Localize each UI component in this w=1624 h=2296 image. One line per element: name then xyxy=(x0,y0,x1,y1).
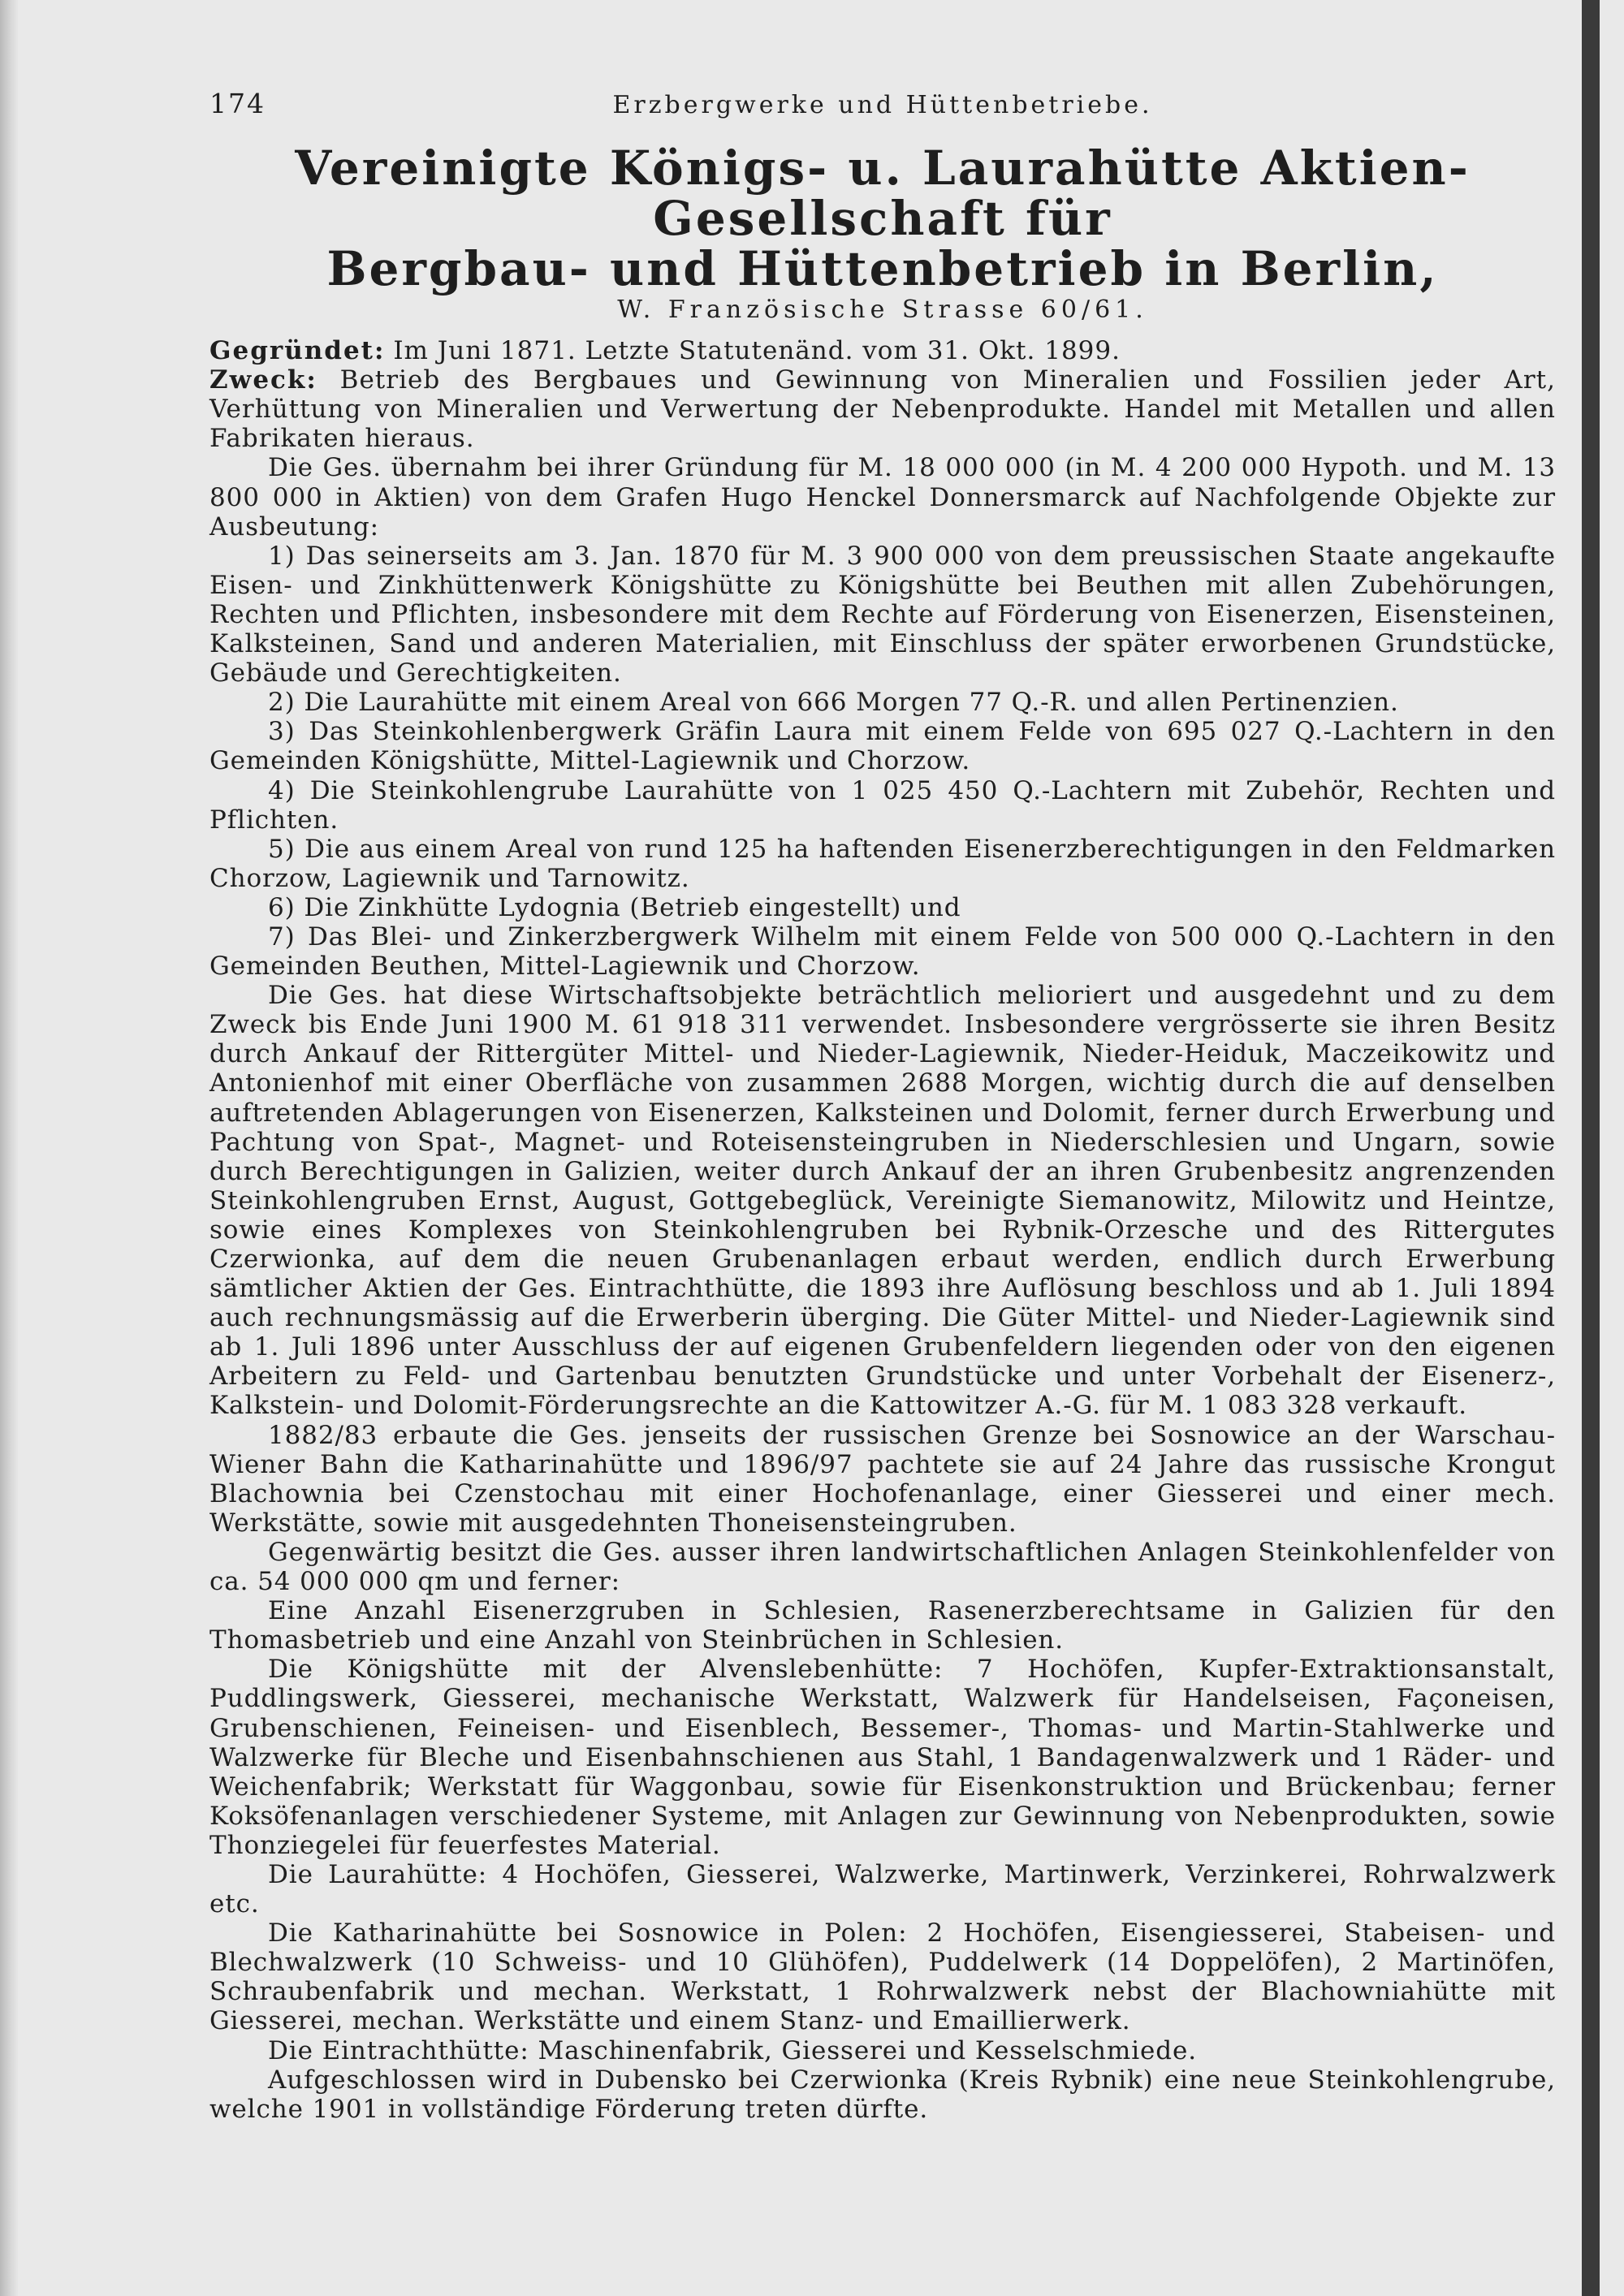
paragraph-laurahuette: Die Laurahütte: 4 Hochöfen, Giesserei, Walzwerke, Martinwerk, Verzinkerei, Rohrwalzwerk etc. xyxy=(209,1859,1556,1919)
paragraph-eintrachthuette: Die Eintrachthütte: Maschinenfabrik, Giesserei und Kesselschmiede. xyxy=(268,2035,1198,2065)
list-item-4: 4) Die Steinkohlengrube Laurahütte von 1 025 450 Q.-Lachtern mit Zubehör, Rechten und Pflichten. xyxy=(209,775,1556,835)
running-head-title: Erzbergwerke und Hüttenbetriebe. xyxy=(612,91,1153,119)
company-title-line-2: Bergbau- und Hüttenbetrieb in Berlin, xyxy=(326,241,1439,296)
list-item-6: 6) Die Zinkhütte Lydognia (Betrieb eingestellt) und xyxy=(268,892,961,922)
paragraph-acquisition: Die Ges. übernahm bei ihrer Gründung für M. 18 000 000 (in M. 4 200 000 Hypoth. und M. 13 800 000 in Aktien) von dem Grafen Hugo Henckel Donnersmarck auf Nachfolgende Objekte zur Ausbeutung: xyxy=(209,453,1556,542)
running-head xyxy=(209,89,1556,136)
page-number: 174 xyxy=(209,88,266,119)
list-item-7: 7) Das Blei- und Zinkerzbergwerk Wilhelm mit einem Felde von 500 000 Q.-Lachtern in den Gemeinden Beuthen, Mittel-Lagiewnik und Chorzow. xyxy=(209,921,1556,982)
purpose-label: Zweck: xyxy=(209,365,317,395)
paragraph-improvements: Die Ges. hat diese Wirtschaftsobjekte beträchtlich melioriert und ausgedehnt und zu dem Zweck bis Ende Juni 1900 M. 61 918 311 verwendet. Insbesondere vergrösserte sie ihren Besitz durch Ankauf der Rittergüter Mittel- und Nieder-Lagiewnik, Nieder-Heiduk, Maczeikowitz und Antonienhof mit einer Oberfläche von zusammen 2688 Morgen, wichtig durch die auf denselben auftretenden Ablagerungen von Eisenerzen, Kalksteinen und Dolomit, ferner durch Erwerbung und Pachtung von Spat-, Magnet- und Roteisensteingruben in Niederschlesien und Ungarn, sowie durch Berechtigungen in Galizien, weiter durch Ankauf der an ihren Grubenbesitz angrenzenden Steinkohlengruben Ernst, August, Gottgebeglück, Vereinigte Siemanowitz, Milowitz und Heintze, sowie eines Komplexes von Steinkohlengruben bei Rybnik-Orzesche und des Rittergutes Czerwionka, auf dem die neuen Grubenanlagen erbaut werden, endlich durch Erwerbung sämtlicher Aktien der Ges. Eintrachthütte, die 1893 ihre Auflösung beschloss und ab 1. Juli 1894 auch rechnungsmässig auf die Erwerberin überging. Die Güter Mittel- und Nieder-Lagiewnik sind ab 1. Juli 1896 unter Ausschluss der auf eigenen Grubenfeldern liegenden oder von den eigenen Arbeitern zu Feld- und Gartenbau benutzten Grundstücke und unter Vorbehalt der Eisenerz-, Kalkstein- und Dolomit-Förderungsrechte an die Kattowitzer A.-G. für M. 1 083 328 verkauft. xyxy=(209,981,1556,1421)
founded-label: Gegründet: xyxy=(209,336,386,366)
purpose-value: Betrieb des Bergbaues und Gewinnung von Mineralien und Fossilien jeder Art, Verhüttung von Mineralien und Verwertung der Nebenprodukte. Handel mit Metallen und allen Fabrikaten hieraus. xyxy=(209,365,1556,454)
document-page xyxy=(209,89,1556,2124)
company-title xyxy=(209,140,1556,296)
list-item-5: 5) Die aus einem Areal von rund 125 ha haftenden Eisenerzberechtigungen in den Feldmarken Chorzow, Lagiewnik und Tarnowitz. xyxy=(209,834,1556,893)
paragraph-katharinahuette-works: Die Katharinahütte bei Sosnowice in Polen: 2 Hochöfen, Eisengiesserei, Stabeisen- und Blechwalzwerk (10 Schweiss- und 10 Glühöfen), Puddelwerk (14 Doppelöfen), 2 Martinöfen, Schraubenfabrik und mechan. Werkstatt, 1 Rohrwalzwerk nebst der Blachowniahütte mit Giesserei, mechan. Werkstätte und einem Stanz- und Emaillierwerk. xyxy=(209,1918,1556,2036)
paragraph-katharinahuette: 1882/83 erbaute die Ges. jenseits der russischen Grenze bei Sosnowice an der Warschau-Wiener Bahn die Katharinahütte und 1896/97 pachtete sie auf 24 Jahre das russische Krongut Blachownia bei Czenstochau mit einer Hochofenanlage, einer Giesserei und einer mech. Werkstätte, sowie mit ausgedehnten Thoneisensteingruben. xyxy=(209,1420,1556,1538)
paragraph-dubensko: Aufgeschlossen wird in Dubensko bei Czerwionka (Kreis Rybnik) eine neue Steinkohlengrube, welche 1901 in vollständige Förderung treten dürfte. xyxy=(209,2065,1556,2124)
paragraph-ore-mines: Eine Anzahl Eisenerzgruben in Schlesien, Rasenerzberechtsame in Galizien für den Thomasbetrieb und eine Anzahl von Steinbrüchen in Schlesien. xyxy=(209,1596,1556,1655)
founded-entry xyxy=(209,336,1556,365)
scan-left-edge xyxy=(0,0,18,2296)
founded-value: Im Juni 1871. Letzte Statutenänd. vom 31. Okt. 1899. xyxy=(393,336,1121,366)
paragraph-koenigshuette: Die Königshütte mit der Alvenslebenhütte: 7 Hochöfen, Kupfer-Extraktionsanstalt, Puddlingswerk, Giesserei, mechanische Werkstatt, Walzwerk für Handelseisen, Façoneisen, Grubenschienen, Feineisen- und Eisenblech, Bessemer-, Thomas- und Martin-Stahlwerke und Walzwerke für Bleche und Eisenbahnschienen aus Stahl, 1 Bandagenwalzwerk und 1 Räder- und Weichenfabrik; Werkstatt für Waggonbau, sowie für Eisenkonstruktion und Brückenbau; ferner Koksöfenanlagen verschiedener Systeme, mit Anlagen zur Gewinnung von Nebenprodukten, sowie Thonziegelei für feuerfestes Material. xyxy=(209,1655,1556,1860)
company-title-line-1: Vereinigte Königs- u. Laurahütte Aktien-Gesellschaft für xyxy=(295,140,1471,246)
purpose-entry xyxy=(209,365,1556,453)
list-item-3: 3) Das Steinkohlenbergwerk Gräfin Laura mit einem Felde von 695 027 Q.-Lachtern in den Gemeinden Königshütte, Mittel-Lagiewnik und Chorzow. xyxy=(209,717,1556,776)
paragraph-current-holdings: Gegenwärtig besitzt die Ges. ausser ihren landwirtschaftlichen Anlagen Steinkohlenfelder von ca. 54 000 000 qm und ferner: xyxy=(209,1537,1556,1597)
list-item-1: 1) Das seinerseits am 3. Jan. 1870 für M. 3 900 000 von dem preussischen Staate angekaufte Eisen- und Zinkhüttenwerk Königshütte zu Königshütte bei Beuthen mit allen Zubehörungen, Rechten und Pflichten, insbesondere mit dem Rechte auf Förderung von Eisenerzen, Eisensteinen, Kalksteinen, Sand und anderen Materialien, mit Einschluss der später erworbenen Grundstücke, Gebäude und Gerechtigkeiten. xyxy=(209,541,1556,688)
company-address: W. Französische Strasse 60/61. xyxy=(617,296,1148,324)
scan-right-edge xyxy=(1582,0,1600,2296)
list-item-2: 2) Die Laurahütte mit einem Areal von 666 Morgen 77 Q.-R. und allen Pertinenzien. xyxy=(268,688,1399,718)
